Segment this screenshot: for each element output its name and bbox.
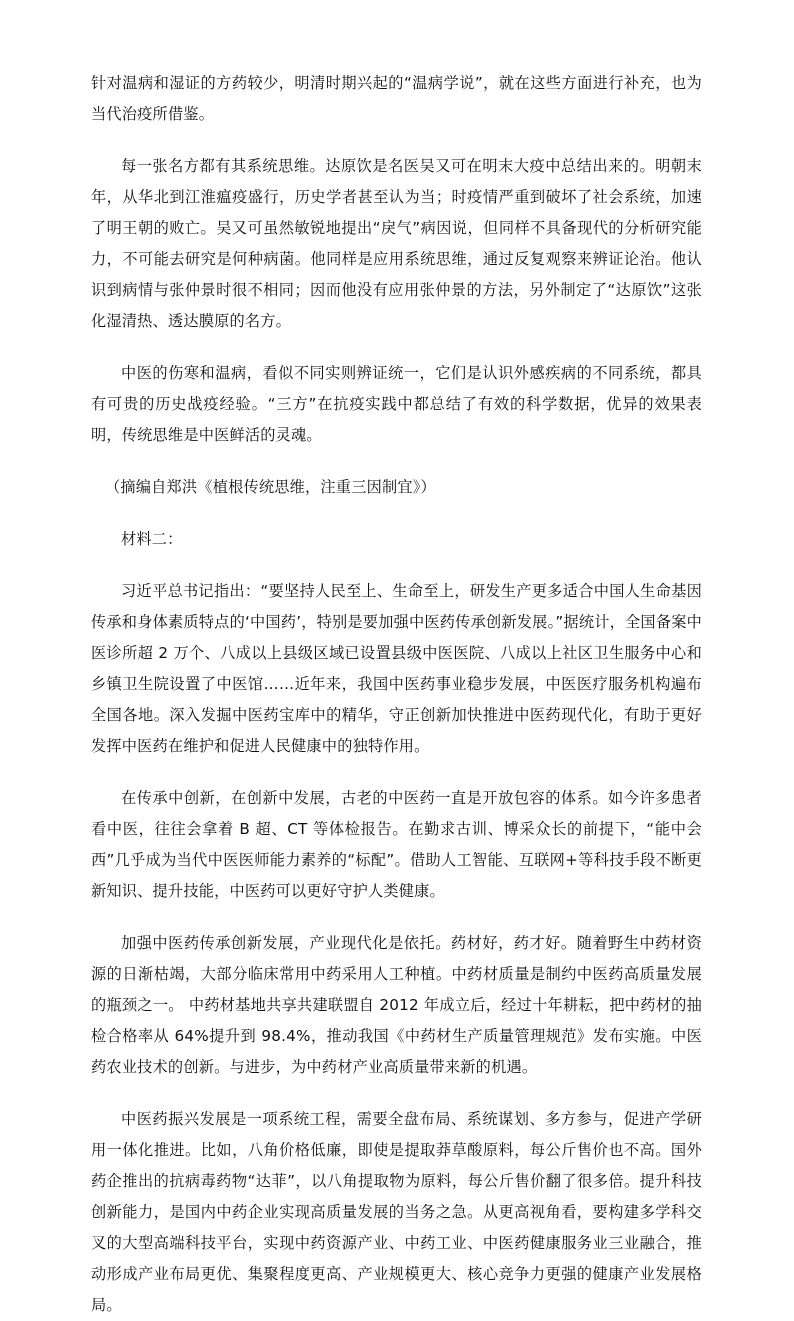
paragraph-innovation: 在传承中创新，在创新中发展，古老的中医药一直是开放包容的体系。如今许多患者看中医，往往会拿着 B 超、CT 等体检报告。在勤求古训、博采众长的前提下，“能中会西”几乎成为当代中医医师能力素养的“标配”。借助人工智能、互联网+等科技手段不断更新知识、提升技能，中医药可以更好守护人类健康。	[91, 789, 702, 900]
paragraph-xi-quote: 习近平总书记指出：“要坚持人民至上、生命至上，研发生产更多适合中国人生命基因传承和身体素质特点的‘中国药’，特别是要加强中医药传承创新发展。”据统计，全国备案中医诊所超 2 万个、八成以上县级区域已设置县级中医医院、八成以上社区卫生服务中心和乡镇卫生院设置了中医馆……近年来，我国中医药事业稳步发展，中医医疗服务机构遍布全国各地。深入发掘中医药宝库中的精华，守正创新加快推进中医药现代化，有助于更好发挥中医药在维护和促进人民健康中的独特作用。	[91, 582, 702, 755]
paragraph-shanghan-wenbing: 中医的伤寒和温病，看似不同实则辨证统一，它们是认识外感疾病的不同系统，都具有可贵的历史战疫经验。“三方”在抗疫实践中都总结了有效的科学数据，优异的效果表明，传统思维是中医鲜活的灵魂。	[91, 364, 702, 444]
paragraph-continuation: 针对温病和湿证的方药较少，明清时期兴起的“温病学说”，就在这些方面进行补充，也为当代治疫所借鉴。	[91, 74, 702, 123]
paragraph-system-engineering: 中医药振兴发展是一项系统工程，需要全盘布局、系统谋划、多方参与，促进产学研用一体化推进。比如，八角价格低廉，即使是提取莽草酸原料，每公斤售价也不高。国外药企推出的抗病毒药物“达菲”，以八角提取物为原料，每公斤售价翻了很多倍。提升科技创新能力，是国内中药企业实现高质量发展的当务之急。从更高视角看，要构建多学科交叉的大型高端科技平台，实现中药资源产业、中药工业、中医药健康服务业三业融合，推动形成产业布局更优、集聚程度更高、产业规模更大、核心竞争力更强的健康产业发展格局。	[91, 1110, 702, 1314]
source-citation: （摘编自郑洪《植根传统思维，注重三因制宜》）	[105, 478, 436, 496]
material-two-heading: 材料二：	[121, 530, 183, 548]
paragraph-dayuanyin: 每一张名方都有其系统思维。达原饮是名医吴又可在明末大疫中总结出来的。明朝末年，从华北到江淮瘟疫盛行，历史学者甚至认为当；时疫情严重到破坏了社会系统，加速了明王朝的败亡。吴又可虽然敏锐地提出“戾气”病因说，但同样不具备现代的分析研究能力，不可能去研究是何种病菌。他同样是应用系统思维，通过反复观察来辨证论治。他认识到病情与张仲景时很不相同；因而他没有应用张仲景的方法，另外制定了“达原饮”这张化湿清热、透达膜原的名方。	[91, 157, 702, 330]
paragraph-industry-modernization: 加强中医药传承创新发展，产业现代化是依托。药材好，药才好。随着野生中药材资源的日渐枯竭，大部分临床常用中药采用人工种植。中药材质量是制约中医药高质量发展的瓶颈之一。 中药材基地共享共建联盟自 2012 年成立后，经过十年耕耘，把中药材的抽检合格率从 64%提升到 98.4%，推动我国《中药材生产质量管理规范》发布实施。中医药农业技术的创新。与进步，为中药材产业高质量带来新的机遇。	[91, 934, 702, 1076]
